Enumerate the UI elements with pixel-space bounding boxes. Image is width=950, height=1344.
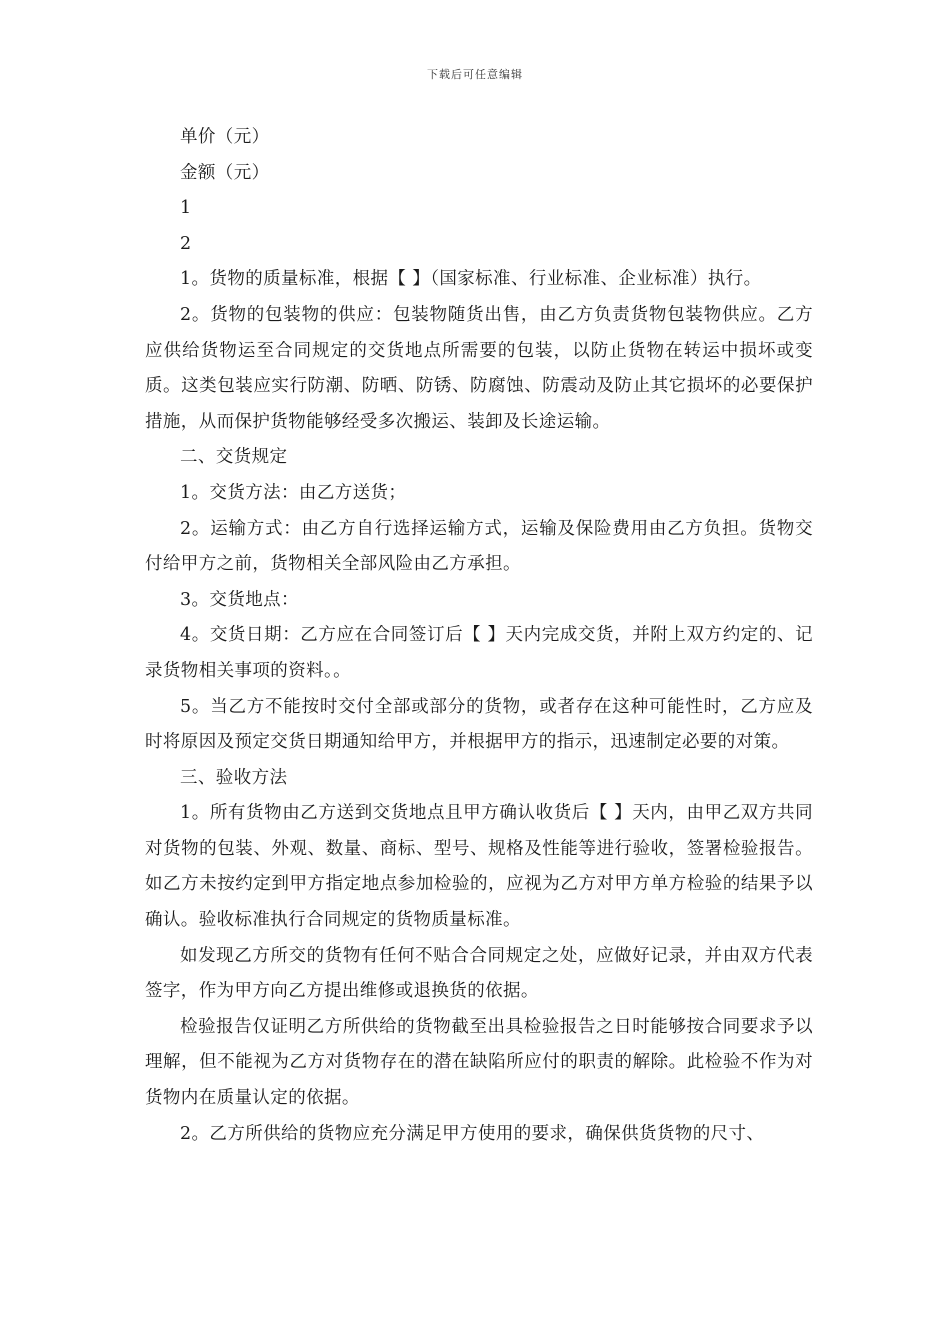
table-row-number: 1 xyxy=(180,198,192,219)
section-heading-delivery: 二、交货规定 xyxy=(180,447,288,468)
clause-quality-standard: 1。货物的质量标准，根据【 】（国家标准、行业标准、企业标准）执行。 xyxy=(180,269,762,290)
clause-packaging: 2。货物的包装物的供应：包装物随货出售，由乙方负责货物包装物供应。乙方应供给货物运至合同规定的交货地点所需要的包装，以防止货物在转运中损坏或变质。这类包装应实行防潮、防晒、防锈、防腐蚀、防震动及防止其它损坏的必要保护措施，从而保护货物能够经受多次搬运、装卸及长途运输。 xyxy=(145,304,813,432)
section-heading-acceptance: 三、验收方法 xyxy=(180,767,288,788)
clause-usage-requirements: 2。乙方所供给的货物应充分满足甲方使用的要求，确保供货货物的尺寸、 xyxy=(180,1123,765,1144)
clause-transport-method: 2。运输方式：由乙方自行选择运输方式，运输及保险费用由乙方负担。货物交付给甲方之前，货物相关全部风险由乙方承担。 xyxy=(145,518,813,575)
page-header-note: 下载后可任意编辑 xyxy=(427,68,523,81)
table-row-number: 2 xyxy=(180,233,192,254)
clause-delivery-method: 1。交货方法：由乙方送货； xyxy=(180,482,407,503)
clause-nonconformity: 如发现乙方所交的货物有任何不贴合合同规定之处，应做好记录，并由双方代表签字，作为甲方向乙方提出维修或退换货的依据。 xyxy=(145,945,813,1002)
table-label-amount: 金额（元） xyxy=(180,162,270,183)
clause-acceptance-inspection: 1。所有货物由乙方送到交货地点且甲方确认收货后【 】天内，由甲乙双方共同对货物的包装、外观、数量、商标、型号、规格及性能等进行验收，签署检验报告。如乙方未按约定到甲方指定地点参加检验的，应视为乙方对甲方单方检验的结果予以确认。验收标准执行合同规定的货物质量标准。 xyxy=(145,803,813,931)
clause-delay-notice: 5。当乙方不能按时交付全部或部分的货物，或者存在这种可能性时，乙方应及时将原因及预定交货日期通知给甲方，并根据甲方的指示，迅速制定必要的对策。 xyxy=(145,696,813,753)
document-body xyxy=(145,120,813,1152)
clause-delivery-location: 3。交货地点： xyxy=(180,589,299,610)
clause-delivery-date: 4。交货日期：乙方应在合同签订后【 】天内完成交货，并附上双方约定的、记录货物相关事项的资料。。 xyxy=(145,625,813,681)
clause-inspection-report: 检验报告仅证明乙方所供给的货物截至出具检验报告之日时能够按合同要求予以理解，但不能视为乙方对货物存在的潜在缺陷所应付的职责的解除。此检验不作为对货物内在质量认定的依据。 xyxy=(145,1016,813,1109)
table-label-unit-price: 单价（元） xyxy=(180,127,270,147)
